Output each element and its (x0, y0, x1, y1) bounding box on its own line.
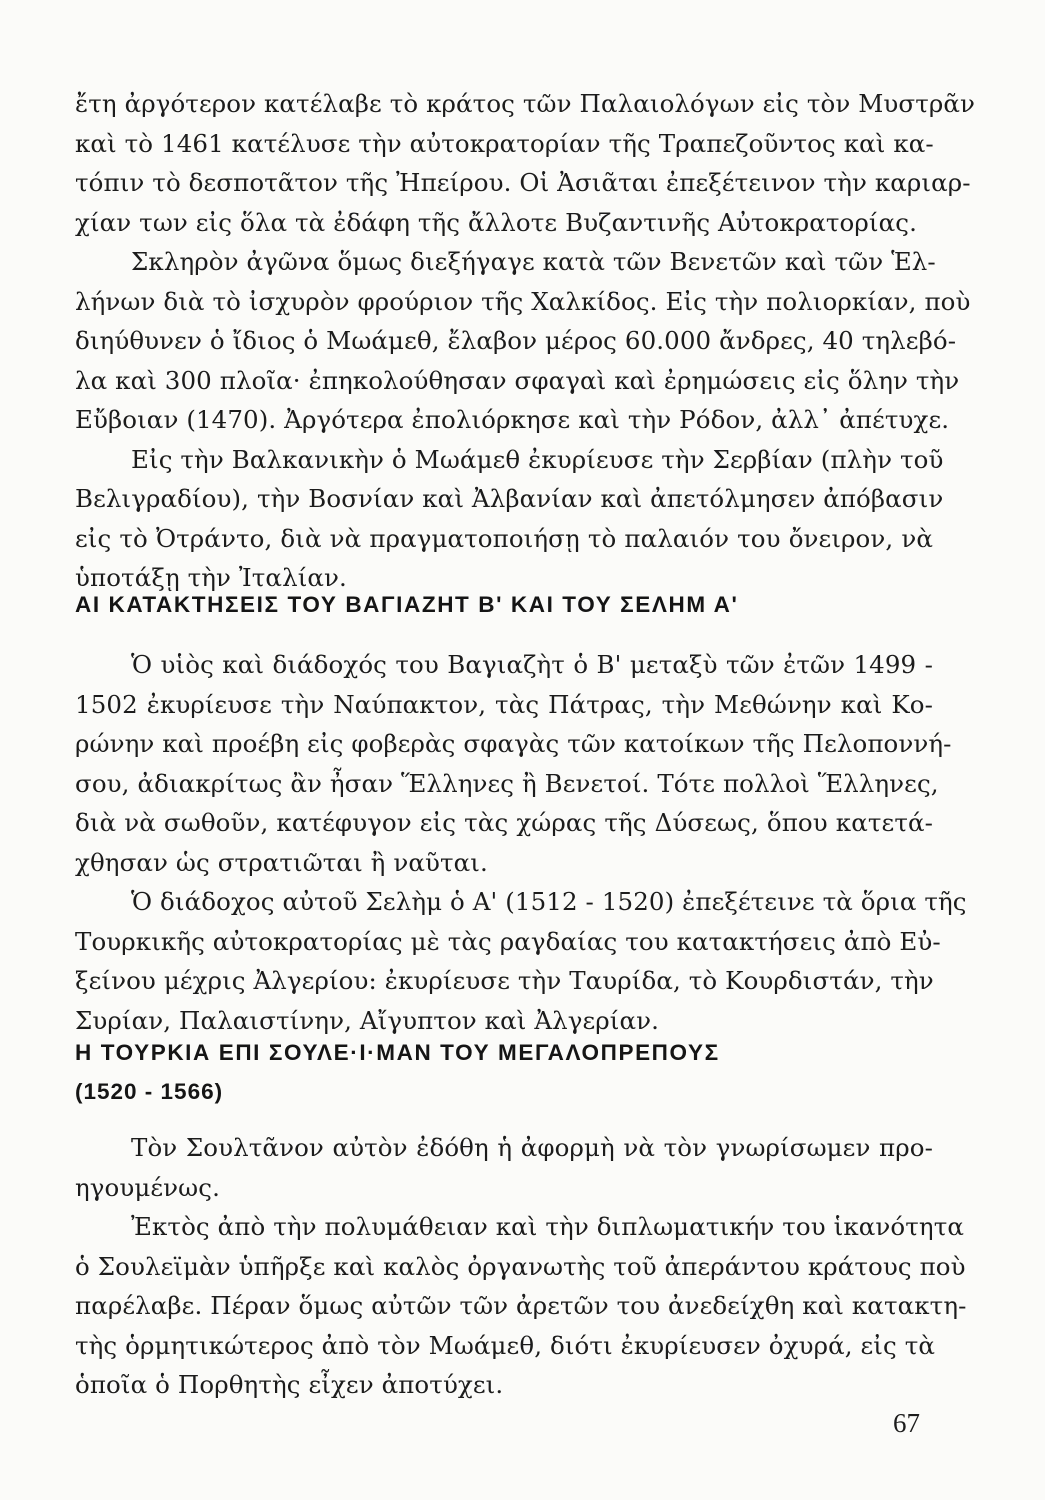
paragraph-block-2 (75, 645, 967, 1040)
text-line: Τουρκικῆς αὐτοκρατορίας μὲ τὰς ραγδαίας του κατακτήσεις ἀπὸ Εὐ- (75, 926, 941, 956)
section-heading-1: ΑΙ ΚΑΤΑΚΤΗΣΕΙΣ ΤΟΥ ΒΑΓΙΑΖΗΤ Β' ΚΑΙ ΤΟΥ ΣΕΛΗΜ Α' (75, 592, 739, 617)
text-line: Ἐκτὸς ἀπὸ τὴν πολυμάθειαν καὶ τὴν διπλωματικήν του ἱκανότητα (131, 1212, 964, 1241)
text-line: χίαν των εἰς ὅλα τὰ ἐδάφη τῆς ἄλλοτε Βυζαντινῆς Αὐτοκρατορίας. (75, 207, 917, 237)
text-line: ξείνου μέχρις Ἀλγερίου: ἐκυρίευσε τὴν Ταυρίδα, τὸ Κουρδιστάν, τὴν (75, 966, 934, 995)
text-line: χθησαν ὡς στρατιῶται ἢ ναῦται. (75, 847, 488, 877)
text-line: ὁποῖα ὁ Πορθητὴς εἶχεν ἀποτύχει. (75, 1370, 504, 1399)
text-line: λήνων διὰ τὸ ἰσχυρὸν φρούριον τῆς Χαλκίδος. Εἰς τὴν πολιορκίαν, ποὺ (75, 286, 971, 316)
text-line: τὴς ὁρμητικώτερος ἀπὸ τὸν Μωάμεθ, διότι ἐκυρίευσεν ὀχυρά, εἰς τὰ (75, 1330, 935, 1360)
text-line: Σκληρὸν ἀγῶνα ὅμως διεξήγαγε κατὰ τῶν Βενετῶν καὶ τῶν Ἑλ- (131, 247, 936, 276)
text-line: διὰ νὰ σωθοῦν, κατέφυγον εἰς τὰς χώρας τῆς Δύσεως, ὅπου κατετά- (75, 808, 933, 837)
text-line: ὁ Σουλεϊμὰν ὑπῆρξε καὶ καλὸς ὀργανωτὴς τοῦ ἀπεράντου κράτους ποὺ (75, 1251, 966, 1281)
text-line: Ὁ διάδοχος αὐτοῦ Σελὴμ ὁ Α' (1512 - 1520) ἐπεξέτεινε τὰ ὅρια τῆς (131, 887, 967, 916)
text-line: ηγουμένως. (75, 1172, 220, 1202)
text-line: εἰς τὸ Ὀτράντο, διὰ νὰ πραγματοποιήσῃ τὸ παλαιόν του ὄνειρον, νὰ (75, 523, 933, 553)
text-line: λα καὶ 300 πλοῖα· ἐπηκολούθησαν σφαγαὶ καὶ ἐρημώσεις εἰς ὅλην τὴν (75, 365, 960, 395)
text-line: ρώνην καὶ προέβη εἰς φοβερὰς σφαγὰς τῶν κατοίκων τῆς Πελοποννή- (75, 729, 952, 758)
text-line: τόπιν τὸ δεσποτᾶτον τῆς Ἠπείρου. Οἱ Ἀσιᾶται ἐπεξέτεινον τὴν καριαρ- (75, 168, 971, 197)
section-heading-2-dates: (1520 - 1566) (75, 1079, 224, 1104)
paragraph-block-3 (75, 1128, 967, 1405)
text-line: σου, ἀδιακρίτως ἂν ἦσαν Ἕλληνες ἢ Βενετοί. Τότε πολλοὶ Ἕλληνες, (75, 768, 939, 798)
text-line: καὶ τὸ 1461 κατέλυσε τὴν αὐτοκρατορίαν τῆς Τραπεζοῦντος καὶ κα- (75, 128, 934, 158)
text-line: ἔτη ἀργότερον κατέλαβε τὸ κράτος τῶν Παλαιολόγων εἰς τὸν Μυστρᾶν (75, 89, 976, 118)
section-heading-2: Η ΤΟΥΡΚΙΑ ΕΠΙ ΣΟΥΛΕ·Ι·ΜΑΝ ΤΟΥ ΜΕΓΑΛΟΠΡΕΠΟΥΣ (75, 1040, 720, 1065)
text-line: Εἰς τὴν Βαλκανικὴν ὁ Μωάμεθ ἐκυρίευσε τὴν Σερβίαν (πλὴν τοῦ (131, 444, 944, 474)
text-line: 1502 ἐκυρίευσε τὴν Ναύπακτον, τὰς Πάτρας, τὴν Μεθώνην καὶ Κο- (75, 689, 933, 719)
text-line: Συρίαν, Παλαιστίνην, Αἴγυπτον καὶ Ἀλγερίαν. (75, 1005, 660, 1035)
paragraph-block-1 (75, 84, 976, 598)
text-line: ὑποτάξῃ τὴν Ἰταλίαν. (75, 563, 347, 592)
text-line: Τὸν Σουλτᾶνον αὐτὸν ἐδόθη ἡ ἀφορμὴ νὰ τὸν γνωρίσωμεν προ- (131, 1133, 933, 1162)
text-line: Βελιγραδίου), τὴν Βοσνίαν καὶ Ἀλβανίαν καὶ ἀπετόλμησεν ἀπόβασιν (75, 484, 944, 513)
text-line: Ὁ υἱὸς καὶ διάδοχός του Βαγιαζὴτ ὁ Β' μεταξὺ τῶν ἐτῶν 1499 - (131, 650, 933, 679)
page-number: 67 (893, 1408, 920, 1438)
text-line: διηύθυνεν ὁ ἴδιος ὁ Μωάμεθ, ἔλαβον μέρος 60.000 ἄνδρες, 40 τηλεβό- (75, 326, 957, 355)
text-line: Εὔβοιαν (1470). Ἀργότερα ἐπολιόρκησε καὶ τὴν Ρόδον, ἀλλ᾽ ἀπέτυχε. (75, 405, 950, 434)
text-line: παρέλαβε. Πέραν ὅμως αὐτῶν τῶν ἀρετῶν του ἀνεδείχθη καὶ κατακτη- (75, 1291, 967, 1320)
